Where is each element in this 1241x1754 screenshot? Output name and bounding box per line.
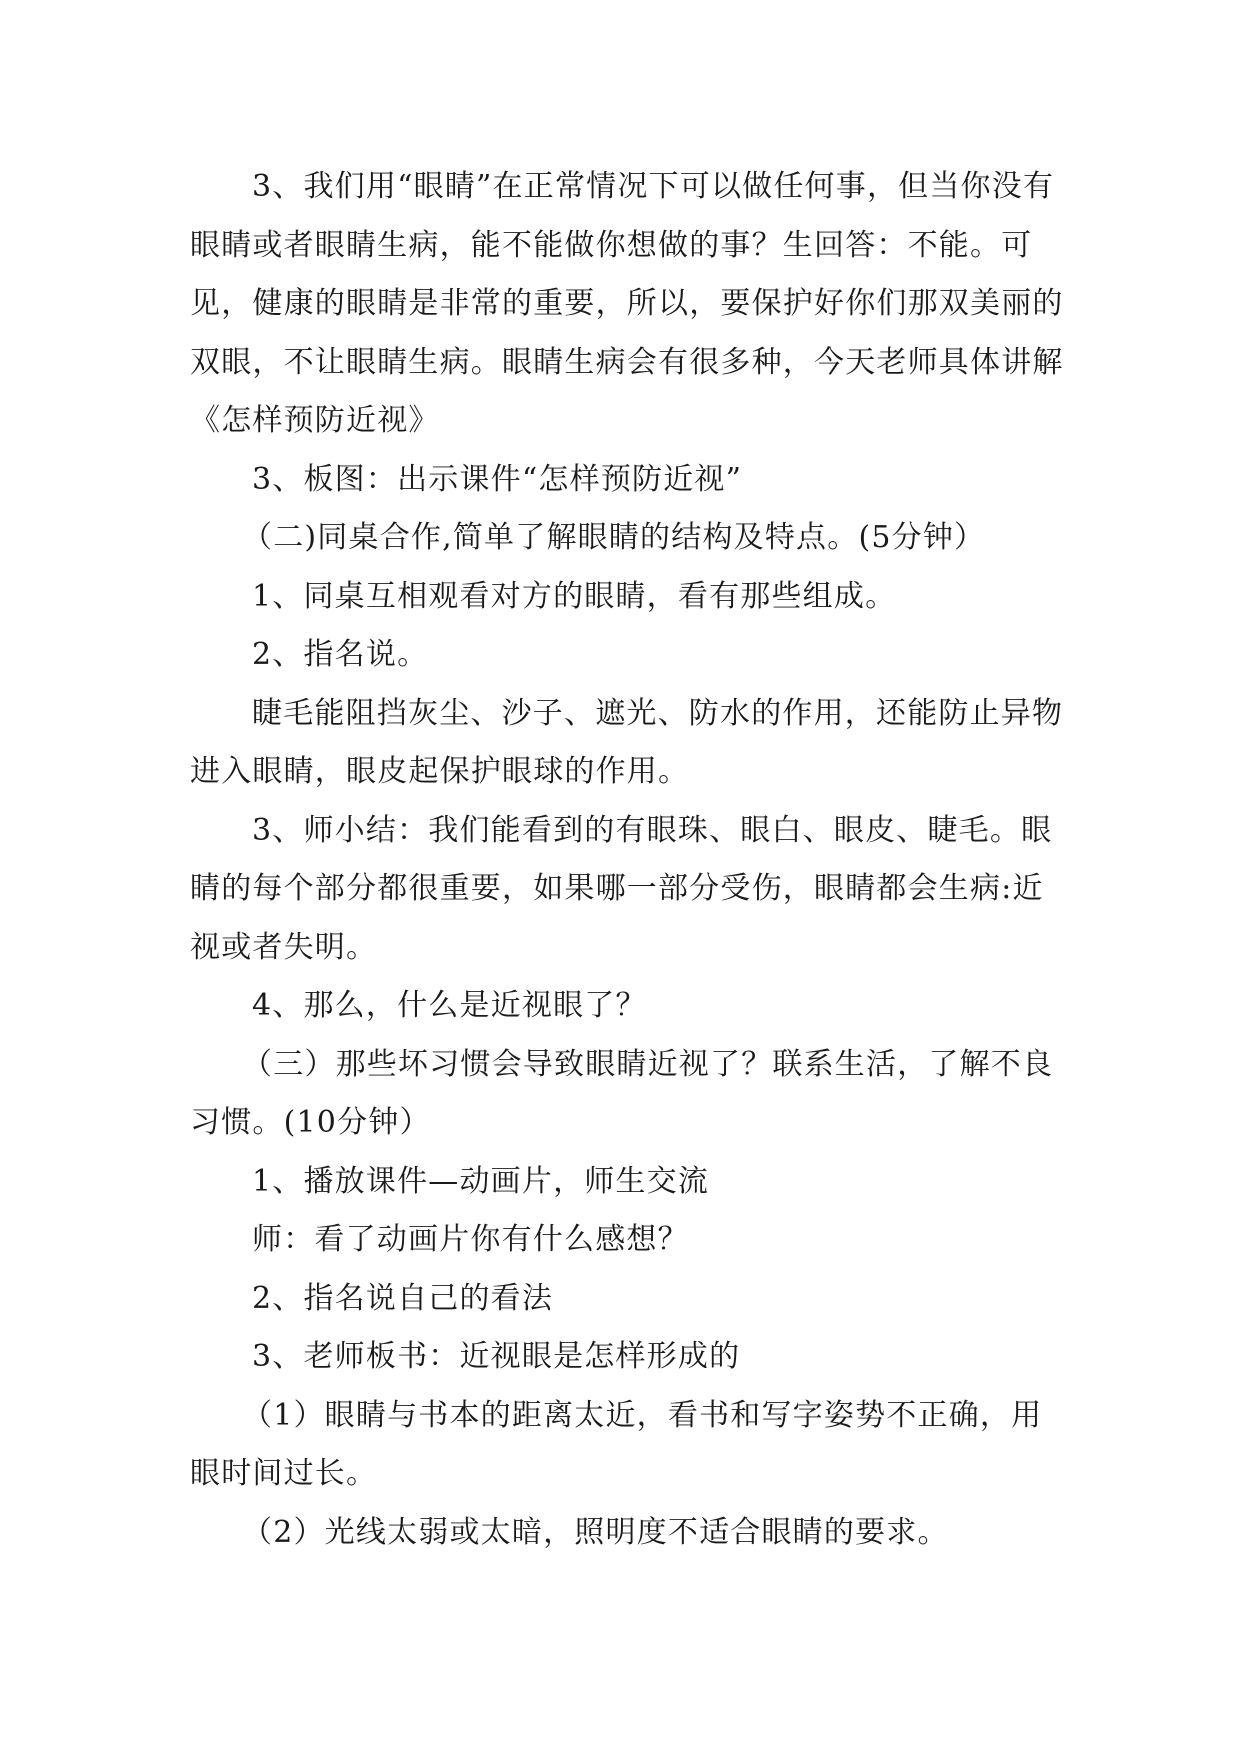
document-body [190, 158, 1070, 1562]
paragraph-opinions: 2、指名说自己的看法 [252, 1280, 554, 1316]
paragraph-board-writing: 3、老师板书：近视眼是怎样形成的 [252, 1339, 741, 1374]
list-item-cause-1: （1）眼睛与书本的距离太近，看书和写字姿势不正确，用眼时间过长。 [190, 1397, 1043, 1491]
paragraph-play-video: 1、播放课件—动画片，师生交流 [252, 1163, 710, 1199]
paragraph-summary: 3、师小结：我们能看到的有眼珠、眼白、眼皮、睫毛。眼睛的每个部分都很重要，如果哪一部分受伤，眼睛都会生病:近视或者失明。 [190, 812, 1053, 965]
list-item-cause-2: （2）光线太弱或太暗，照明度不适合眼睛的要求。 [242, 1514, 949, 1550]
paragraph-step-1: 1、同桌互相观看对方的眼睛，看有那些组成。 [252, 578, 897, 614]
paragraph-teacher-ask: 师：看了动画片你有什么感想？ [252, 1222, 689, 1257]
paragraph-board-diagram: 3、板图：出示课件“怎样预防近视” [252, 461, 743, 497]
section-heading-3: （三）那些坏习惯会导致眼睛近视了？联系生活，了解不良习惯。(10分钟） [190, 1046, 1054, 1140]
section-heading-2: （二)同桌合作,简单了解眼睛的结构及特点。(5分钟） [242, 520, 986, 555]
paragraph-eyelashes: 睫毛能阻挡灰尘、沙子、遮光、防水的作用，还能防止异物进入眼睛，眼皮起保护眼球的作用。 [190, 695, 1064, 789]
paragraph-intro: 3、我们用“眼睛”在正常情况下可以做任何事，但当你没有眼睛或者眼睛生病，能不能做你想做的事？生回答：不能。可见，健康的眼睛是非常的重要，所以，要保护好你们那双美丽的双眼，不让眼睛生病。眼睛生病会有很多种，今天老师具体讲解《怎样预防近视》 [190, 169, 1064, 438]
paragraph-step-2: 2、指名说。 [252, 637, 429, 672]
paragraph-question: 4、那么，什么是近视眼了？ [252, 988, 647, 1023]
